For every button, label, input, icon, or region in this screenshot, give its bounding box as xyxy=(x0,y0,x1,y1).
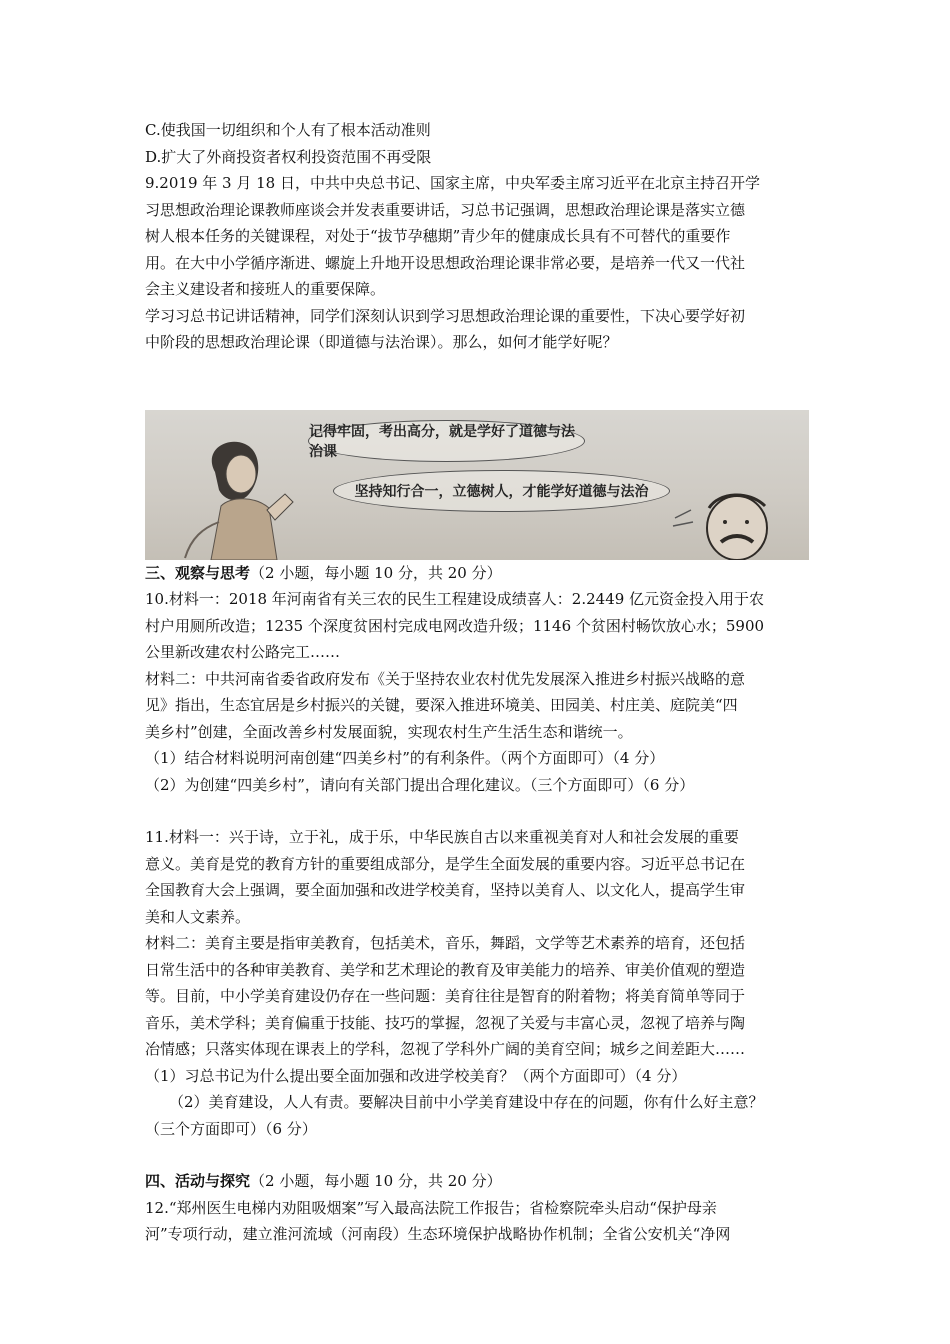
section4-heading xyxy=(145,1168,813,1195)
q10-text-line: 美乡村”创建，全面改善乡村发展面貌，实现农村生产生活生态和谐统一。 xyxy=(145,722,633,741)
section4-title: 四、活动与探究 xyxy=(145,1172,251,1190)
page-content xyxy=(145,117,813,1248)
q12-text-line: 河”专项行动，建立淮河流域（河南段）生态环境保护战略协作机制；全省公安机关“净网 xyxy=(145,1225,731,1243)
q11-text-line: 材料二：美育主要是指审美教育，包括美术，音乐，舞蹈，文学等艺术素养的培育，还包括 xyxy=(145,934,746,952)
option-c: C.使我国一切组织和个人有了根本活动准则 xyxy=(145,121,431,139)
q11-text-line: 等。目前，中小学美育建设仍存在一些问题：美育往往是智育的附着物；将美育简单等同于 xyxy=(145,987,746,1005)
q11-text-line: 全国教育大会上强调，要全面加强和改进学校美育，坚持以美育人、以文化人，提高学生审 xyxy=(145,881,746,899)
q9-text-line: 会主义建设者和接班人的重要保障。 xyxy=(145,280,386,298)
q11-text-line: 11.材料一：兴于诗，立于礼，成于乐，中华民族自古以来重视美育对人和社会发展的重要 xyxy=(145,828,739,846)
cartoon-photo xyxy=(145,410,809,560)
q10-text-line: 村户用厕所改造；1235 个深度贫困村完成电网改造升级；1146 个贫困村畅饮放心水；5900 xyxy=(145,616,765,635)
speech-bubble-top xyxy=(308,420,585,462)
q12-text-line: 12.“郑州医生电梯内劝阻吸烟案”写入最高法院工作报告；省检察院牵头启动“保护母亲 xyxy=(145,1198,717,1217)
q11-text-line: 意义。美育是党的教育方针的重要组成部分，是学生全面发展的重要内容。习近平总书记在 xyxy=(145,854,746,873)
q11-subquestion-1: （1）习总书记为什么提出要全面加强和改进学校美育？（两个方面即可）（4 分） xyxy=(145,1066,687,1085)
man-illustration xyxy=(645,410,785,560)
section3-title: 三、观察与思考 xyxy=(145,563,251,582)
q10-subquestion-2: （2）为创建“四美乡村”，请向有关部门提出合理化建议。（三个方面即可）（6 分） xyxy=(145,775,695,794)
speech-bubble-bottom xyxy=(333,470,670,512)
speech-bubble-bottom-text: 坚持知行合一，立德树人，才能学好道德与法治 xyxy=(354,483,649,500)
q10-text-line: 公里新改建农村公路完工…… xyxy=(145,643,341,661)
spacer xyxy=(145,1142,813,1168)
option-d: D.扩大了外商投资者权利投资范围不再受限 xyxy=(145,147,432,166)
q11-text-line: 音乐，美术学科；美育偏重于技能、技巧的掌握，忽视了关爱与丰富心灵，忽视了培养与陶 xyxy=(145,1013,746,1032)
section3-heading xyxy=(145,560,813,587)
q9-text-line: 学习习总书记讲话精神，同学们深刻认识到学习思想政治理论课的重要性，下决心要学好初 xyxy=(145,306,746,325)
q9-text-line: 9.2019 年 3 月 18 日，中共中央总书记、国家主席，中央军委主席习近平在北京主持召开学 xyxy=(145,174,760,192)
q9-text-line: 树人根本任务的关键课程，对处于“拔节孕穗期”青少年的健康成长具有不可替代的重要作 xyxy=(145,227,731,245)
q10-text-line: 10.材料一：2018 年河南省有关三农的民生工程建设成绩喜人：2.2449 亿元资金投入用于农 xyxy=(145,590,765,608)
girl-illustration xyxy=(145,410,305,560)
q11-subquestion-2-cont: （三个方面即可）（6 分） xyxy=(145,1119,317,1138)
q11-text-line: 美和人文素养。 xyxy=(145,907,251,926)
speech-bubble-top-text: 记得牢固，考出高分，就是学好了道德与法治课 xyxy=(309,423,575,460)
q10-text-line: 见》指出，生态宜居是乡村振兴的关键，要深入推进环境美、田园美、村庄美、庭院美“四 xyxy=(145,696,738,714)
q11-subquestion-2: （2）美育建设，人人有责。要解决目前中小学美育建设中存在的问题，你有什么好主意？ xyxy=(169,1093,764,1111)
q9-text-line: 习思想政治理论课教师座谈会并发表重要讲话，习总书记强调，思想政治理论课是落实立德 xyxy=(145,200,746,219)
q11-text-line: 冶情感；只落实体现在课表上的学科，忽视了学科外广阔的美育空间；城乡之间差距大…… xyxy=(145,1040,746,1058)
q9-text-line: 中阶段的思想政治理论课（即道德与法治课）。那么，如何才能学好呢？ xyxy=(145,333,618,351)
section3-note: （2 小题，每小题 10 分，共 20 分） xyxy=(250,563,502,582)
q11-text-line: 日常生活中的各种审美教育、美学和艺术理论的教育及审美能力的培养、审美价值观的塑造 xyxy=(145,960,746,979)
q10-subquestion-1: （1）结合材料说明河南创建“四美乡村”的有利条件。（两个方面即可）（4 分） xyxy=(145,749,665,767)
q9-text-line: 用。在大中小学循序渐进、螺旋上升地开设思想政治理论课非常必要，是培养一代又一代社 xyxy=(145,253,746,272)
q10-text-line: 材料二：中共河南省委省政府发布《关于坚持农业农村优先发展深入推进乡村振兴战略的意 xyxy=(145,669,746,688)
spacer xyxy=(145,798,813,824)
section4-note: （2 小题，每小题 10 分，共 20 分） xyxy=(250,1172,502,1190)
